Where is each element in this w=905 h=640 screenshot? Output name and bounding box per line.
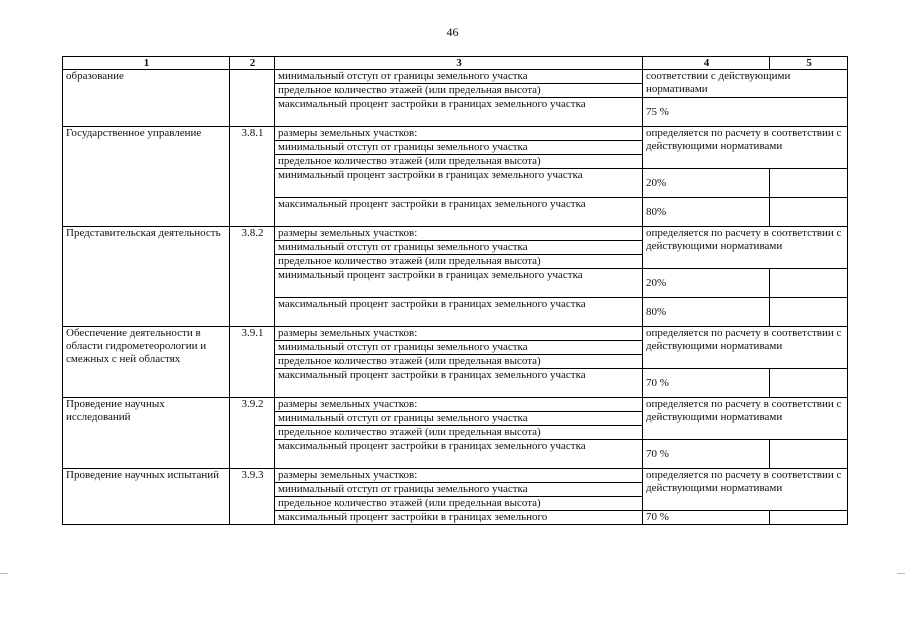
param-cell: размеры земельных участков: bbox=[275, 398, 643, 412]
empty-cell bbox=[770, 369, 848, 398]
header-col-1: 1 bbox=[63, 57, 230, 70]
param-cell: максимальный процент застройки в границах земельного участка bbox=[275, 98, 643, 127]
empty-cell bbox=[770, 198, 848, 227]
param-cell: максимальный процент застройки в границах земельного участка bbox=[275, 298, 643, 327]
header-col-4: 4 bbox=[643, 57, 770, 70]
empty-cell bbox=[770, 269, 848, 298]
code-cell: 3.8.1 bbox=[230, 127, 275, 227]
scan-edge-mark bbox=[897, 573, 905, 574]
empty-cell bbox=[770, 511, 848, 525]
norm-cell: соответствии с действующими нормативами bbox=[643, 70, 848, 98]
percent-cell: 20% bbox=[643, 169, 770, 198]
param-cell: минимальный отступ от границы земельного участка bbox=[275, 483, 643, 497]
empty-cell bbox=[770, 298, 848, 327]
param-cell: минимальный отступ от границы земельного участка bbox=[275, 341, 643, 355]
percent-cell: 70 % bbox=[643, 511, 770, 525]
table-row bbox=[63, 70, 848, 84]
param-cell: предельное количество этажей (или предельная высота) bbox=[275, 255, 643, 269]
param-cell: минимальный процент застройки в границах земельного участка bbox=[275, 269, 643, 298]
percent-cell: 80% bbox=[643, 198, 770, 227]
table-row bbox=[63, 227, 848, 241]
param-cell: размеры земельных участков: bbox=[275, 227, 643, 241]
param-cell: минимальный отступ от границы земельного участка bbox=[275, 141, 643, 155]
code-cell: 3.8.2 bbox=[230, 227, 275, 327]
param-cell: минимальный отступ от границы земельного участка bbox=[275, 70, 643, 84]
scan-edge-mark bbox=[0, 573, 8, 574]
code-cell bbox=[230, 70, 275, 127]
norm-cell: определяется по расчету в соответствии с действующими нормативами bbox=[643, 469, 848, 511]
header-col-2: 2 bbox=[230, 57, 275, 70]
table-row bbox=[63, 398, 848, 412]
header-col-5: 5 bbox=[770, 57, 848, 70]
param-cell: размеры земельных участков: bbox=[275, 327, 643, 341]
table-row bbox=[63, 127, 848, 141]
param-cell: предельное количество этажей (или предельная высота) bbox=[275, 155, 643, 169]
param-cell: предельное количество этажей (или предельная высота) bbox=[275, 497, 643, 511]
use-name-cell: Обеспечение деятельности в области гидрометеорологии и смежных с ней областях bbox=[63, 327, 230, 398]
param-cell: максимальный процент застройки в границах земельного участка bbox=[275, 369, 643, 398]
empty-cell bbox=[770, 440, 848, 469]
percent-cell: 70 % bbox=[643, 369, 770, 398]
param-cell: предельное количество этажей (или предельная высота) bbox=[275, 355, 643, 369]
use-name-cell: Представительская деятельность bbox=[63, 227, 230, 327]
percent-cell: 70 % bbox=[643, 440, 770, 469]
param-cell: минимальный отступ от границы земельного участка bbox=[275, 412, 643, 426]
code-cell: 3.9.2 bbox=[230, 398, 275, 469]
use-name-cell: Государственное управление bbox=[63, 127, 230, 227]
param-cell: максимальный процент застройки в границах земельного участка bbox=[275, 440, 643, 469]
use-name-cell: Проведение научных испытаний bbox=[63, 469, 230, 525]
norm-cell: определяется по расчету в соответствии с действующими нормативами bbox=[643, 127, 848, 169]
table-row bbox=[63, 327, 848, 341]
param-cell: предельное количество этажей (или предельная высота) bbox=[275, 426, 643, 440]
percent-cell: 20% bbox=[643, 269, 770, 298]
param-cell: предельное количество этажей (или предельная высота) bbox=[275, 84, 643, 98]
regulations-table bbox=[62, 56, 848, 525]
use-name-cell: образование bbox=[63, 70, 230, 127]
code-cell: 3.9.1 bbox=[230, 327, 275, 398]
param-cell: минимальный процент застройки в границах земельного участка bbox=[275, 169, 643, 198]
param-cell: размеры земельных участков: bbox=[275, 469, 643, 483]
empty-cell bbox=[770, 169, 848, 198]
use-name-cell: Проведение научных исследований bbox=[63, 398, 230, 469]
param-cell: максимальный процент застройки в границах земельного bbox=[275, 511, 643, 525]
percent-cell: 80% bbox=[643, 298, 770, 327]
percent-cell: 75 % bbox=[643, 98, 848, 127]
table-row bbox=[63, 469, 848, 483]
code-cell: 3.9.3 bbox=[230, 469, 275, 525]
page-number: 46 bbox=[446, 25, 459, 39]
norm-cell: определяется по расчету в соответствии с действующими нормативами bbox=[643, 227, 848, 269]
param-cell: минимальный отступ от границы земельного участка bbox=[275, 241, 643, 255]
header-col-3: 3 bbox=[275, 57, 643, 70]
header-row bbox=[63, 57, 848, 70]
norm-cell: определяется по расчету в соответствии с действующими нормативами bbox=[643, 398, 848, 440]
param-cell: максимальный процент застройки в границах земельного участка bbox=[275, 198, 643, 227]
param-cell: размеры земельных участков: bbox=[275, 127, 643, 141]
norm-cell: определяется по расчету в соответствии с действующими нормативами bbox=[643, 327, 848, 369]
